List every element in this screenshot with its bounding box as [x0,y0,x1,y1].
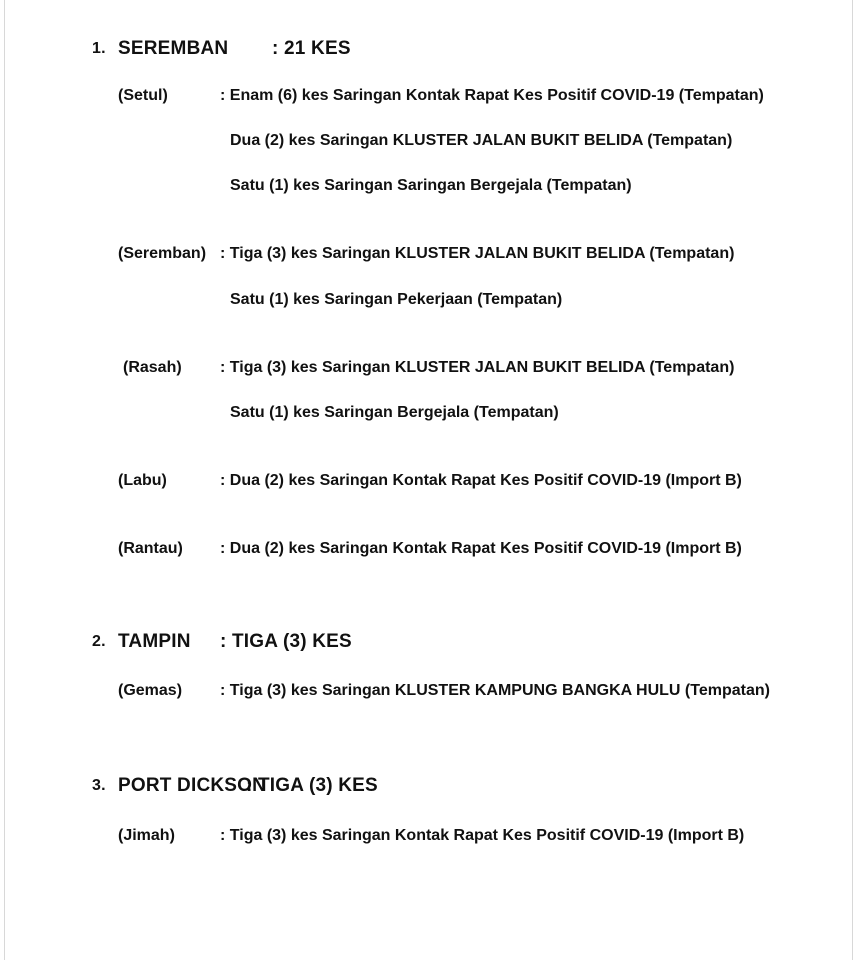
district-name: PORT DICKSON [118,775,267,796]
district-number: 3. [92,777,106,794]
district-case-count: : TIGA (3) KES [220,631,352,652]
area-label: (Setul) [118,87,168,104]
district-case-count: : TIGA (3) KES [246,775,378,796]
case-detail: Satu (1) kes Saringan Pekerjaan (Tempatan) [230,291,563,308]
case-detail: : Dua (2) kes Saringan Kontak Rapat Kes Positif COVID-19 (Import B) [220,472,742,489]
district-name: TAMPIN [118,631,191,652]
area-label: (Rasah) [123,359,182,376]
area-label: (Seremban) [118,245,207,262]
case-detail: : Dua (2) kes Saringan Kontak Rapat Kes Positif COVID-19 (Import B) [220,540,742,557]
case-detail: Dua (2) kes Saringan KLUSTER JALAN BUKIT BELIDA (Tempatan) [230,132,733,149]
case-detail: : Tiga (3) kes Saringan KLUSTER JALAN BUKIT BELIDA (Tempatan) [220,359,735,376]
area-label: (Rantau) [118,540,183,557]
district-case-count: : 21 KES [272,38,351,59]
case-detail: Satu (1) kes Saringan Bergejala (Tempatan) [230,404,559,421]
case-detail: : Tiga (3) kes Saringan Kontak Rapat Kes Positif COVID-19 (Import B) [220,827,745,844]
district-number: 2. [92,633,106,650]
case-detail: : Enam (6) kes Saringan Kontak Rapat Kes Positif COVID-19 (Tempatan) [220,87,764,104]
case-detail: Satu (1) kes Saringan Saringan Bergejala (Tempatan) [230,177,632,194]
area-label: (Gemas) [118,682,183,699]
district-name: SEREMBAN [118,38,229,59]
case-detail: : Tiga (3) kes Saringan KLUSTER KAMPUNG BANGKA HULU (Tempatan) [220,682,770,699]
case-detail: : Tiga (3) kes Saringan KLUSTER JALAN BUKIT BELIDA (Tempatan) [220,245,735,262]
area-label: (Labu) [118,472,167,489]
district-number: 1. [92,40,106,57]
area-label: (Jimah) [118,827,175,844]
